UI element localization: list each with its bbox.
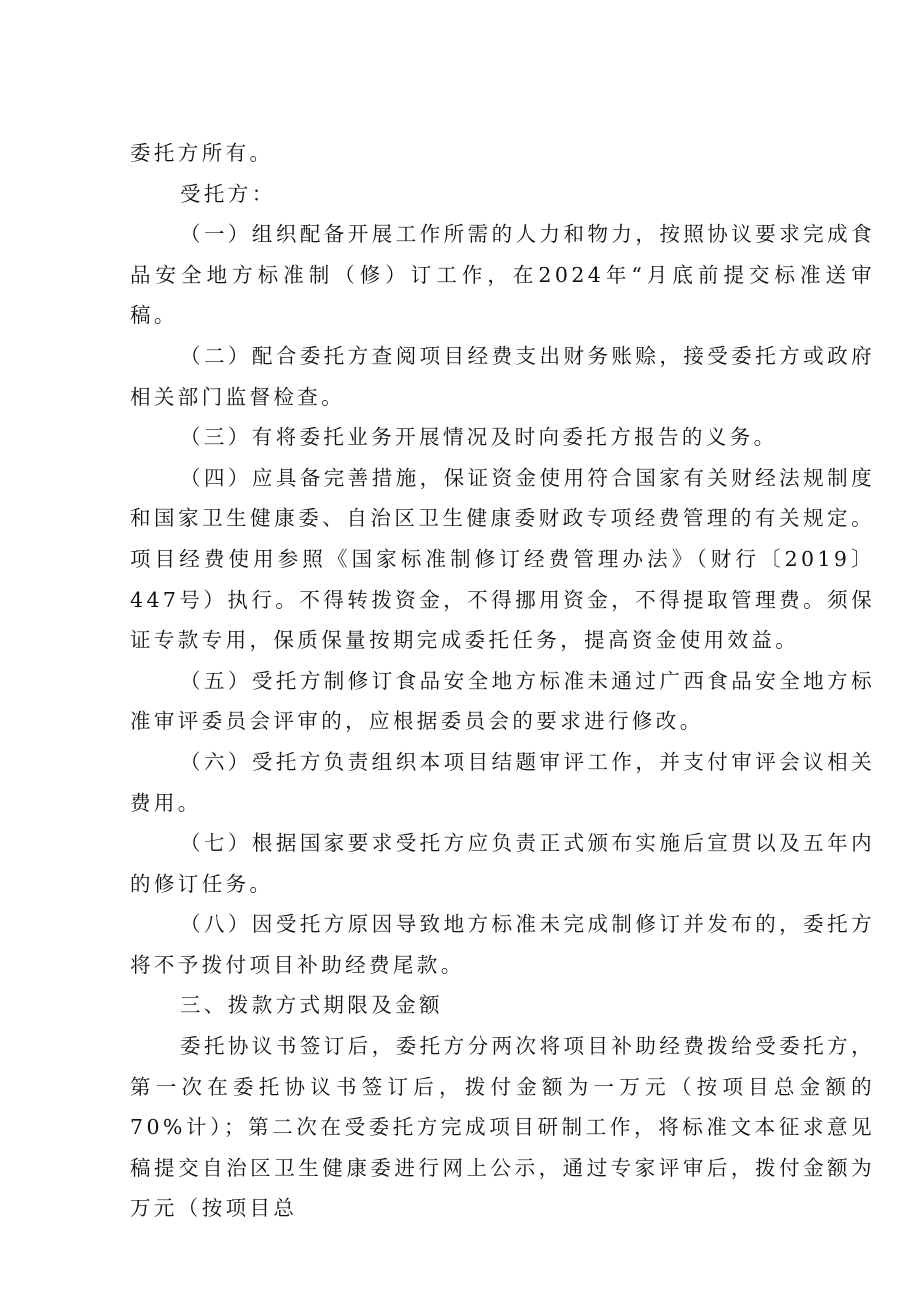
paragraph-item-5: （五）受托方制修订食品安全地方标准未通过广西食品安全地方标准审评委员会评审的，应根据委员会的要求进行修改。 [130, 668, 875, 734]
paragraph-item-8: （八）因受托方原因导致地方标准未完成制修订并发布的，委托方将不予拨付项目补助经费尾款。 [130, 912, 875, 977]
paragraph-trustee-heading: 受托方： [180, 181, 276, 206]
paragraph-item-1: （一）组织配备开展工作所需的人力和物力，按照协议要求完成食品安全地方标准制（修）订工作，在2024年“月底前提交标准送审稿。 [130, 222, 875, 328]
document-body [130, 133, 875, 1229]
paragraph-item-3: （三）有将委托业务开展情况及时向委托方报告的义务。 [180, 425, 778, 450]
paragraph-payment-terms: 委托协议书签订后，委托方分两次将项目补助经费拨给受委托方，第一次在委托协议书签订后，拨付金额为一万元（按项目总金额的70%计）；第二次在受委托方完成项目研制工作，将标准文本征求意见稿提交自治区卫生健康委进行网上公示，通过专家评审后，拨付金额为万元（按项目总 [130, 1034, 875, 1221]
paragraph-item-6: （六）受托方负责组织本项目结题审评工作，并支付审评会议相关费用。 [130, 749, 875, 815]
paragraph-item-7: （七）根据国家要求受托方应负责正式颁布实施后宣贯以及五年内的修订任务。 [130, 831, 875, 896]
paragraph-item-2: （二）配合委托方查阅项目经费支出财务账赊，接受委托方或政府相关部门监督检查。 [130, 343, 875, 409]
paragraph-continuation: 委托方所有。 [130, 141, 274, 165]
paragraph-item-4: （四）应具备完善措施，保证资金使用符合国家有关财经法规制度和国家卫生健康委、自治区卫生健康委财政专项经费管理的有关规定。项目经费使用参照《国家标准制修订经费管理办法》（财行〔2019〕447号）执行。不得转拨资金，不得挪用资金，不得提取管理费。须保证专款专用，保质保量按期完成委托任务，提高资金使用效益。 [130, 465, 875, 653]
section-heading-payment: 三、拨款方式期限及金额 [180, 993, 443, 1018]
